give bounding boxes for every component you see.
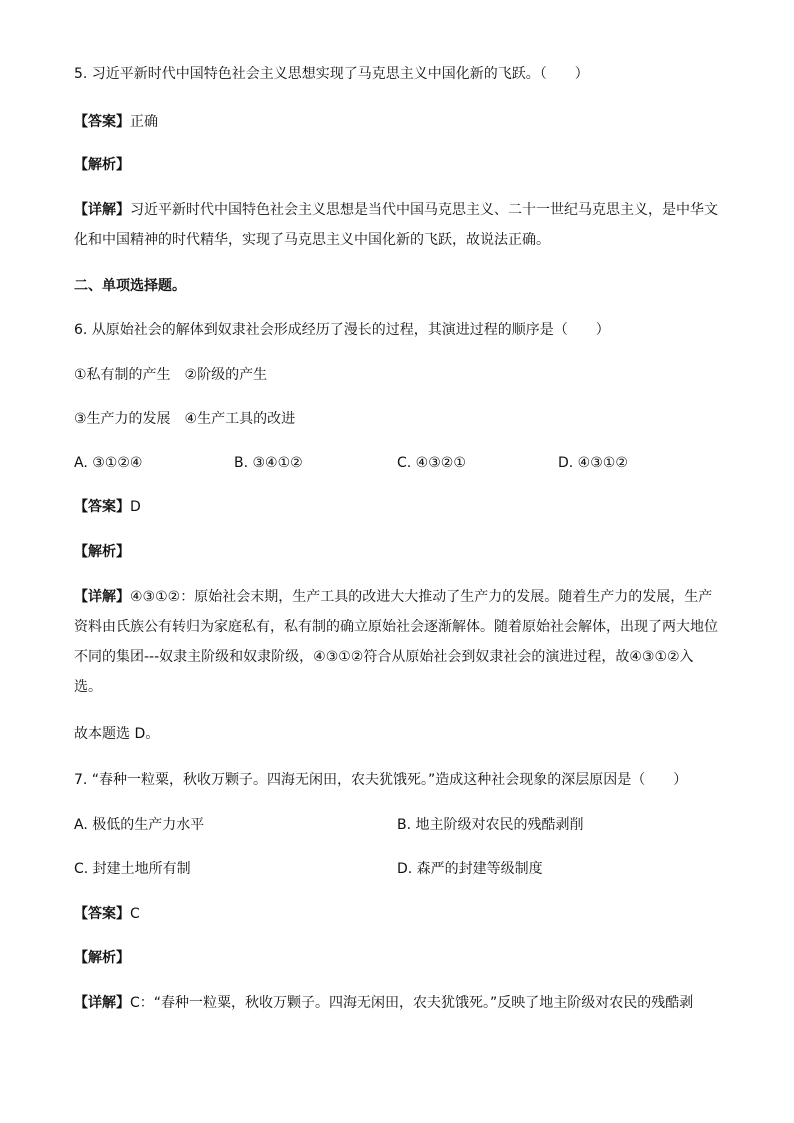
answer-tag: 【答案】 xyxy=(74,499,130,515)
answer-tag: 【答案】 xyxy=(74,906,130,922)
detail-tag: 【详解】 xyxy=(74,589,130,605)
q7-option-b: B. 地主阶级对农民的残酷剥削 xyxy=(397,817,584,833)
answer-value: 正确 xyxy=(130,114,158,130)
q6-option-c: C. ④③②① xyxy=(397,455,466,471)
q7-detail-line-1 xyxy=(74,993,693,1013)
q6-items-line-1: ①私有制的产生 ②阶级的产生 xyxy=(74,367,268,383)
q5-detail-line-1 xyxy=(74,200,718,220)
q6-analysis-tag: 【解析】 xyxy=(74,544,130,560)
q6-detail-line-2: 资料由氏族公有转归为家庭私有，私有制的确立原始社会逐渐解体。随着原始社会解体，出现了两大地位 xyxy=(74,619,718,635)
q6-items-line-2: ③生产力的发展 ④生产工具的改进 xyxy=(74,411,296,427)
q6-detail-line-1 xyxy=(74,587,712,607)
q5-analysis-tag: 【解析】 xyxy=(74,157,130,173)
q6-answer xyxy=(74,497,141,517)
q6-option-b: B. ③④①② xyxy=(234,455,303,471)
q6-option-a: A. ③①②④ xyxy=(74,455,143,471)
section-title: 二、单项选择题。 xyxy=(74,278,186,294)
detail-tag: 【详解】 xyxy=(74,202,130,218)
answer-value: C xyxy=(130,906,140,922)
detail-text: 习近平新时代中国特色社会主义思想是当代中国马克思主义、二十一世纪马克思主义，是中华文 xyxy=(130,202,718,218)
answer-tag: 【答案】 xyxy=(74,114,130,130)
q6-option-d: D. ④③①② xyxy=(558,455,628,471)
q7-analysis-tag: 【解析】 xyxy=(74,950,130,966)
q7-option-d: D. 森严的封建等级制度 xyxy=(397,861,543,877)
q7-option-a: A. 极低的生产力水平 xyxy=(74,817,205,833)
q5-answer xyxy=(74,112,158,132)
q6-detail-line-4: 选。 xyxy=(74,679,102,695)
answer-value: D xyxy=(130,499,141,515)
q6-conclusion: 故本题选 D。 xyxy=(74,726,160,742)
q7-option-c: C. 封建土地所有制 xyxy=(74,861,191,877)
detail-tag: 【详解】 xyxy=(74,995,130,1011)
detail-text: C：“春种一粒粟，秋收万颗子。四海无闲田，农夫犹饿死。”反映了地主阶级对农民的残酷剥 xyxy=(130,995,694,1011)
q6-detail-line-3: 不同的集团---奴隶主阶级和奴隶阶级，④③①②符合从原始社会到奴隶社会的演进过程，故④③①②入 xyxy=(74,649,694,665)
q5-question: 5. 习近平新时代中国特色社会主义思想实现了马克思主义中国化新的飞跃。（ ） xyxy=(74,66,589,82)
detail-text: ④③①②：原始社会末期，生产工具的改进大大推动了生产力的发展。随着生产力的发展，生产 xyxy=(130,589,713,605)
q7-answer xyxy=(74,904,140,924)
q5-detail-line-2: 化和中国精神的时代精华，实现了马克思主义中国化新的飞跃，故说法正确。 xyxy=(74,232,550,248)
q7-question: 7. “春种一粒粟，秋收万颗子。四海无闲田，农夫犹饿死。”造成这种社会现象的深层原因是（ ） xyxy=(74,772,688,788)
q6-question: 6. 从原始社会的解体到奴隶社会形成经历了漫长的过程，其演进过程的顺序是（ ） xyxy=(74,322,610,338)
